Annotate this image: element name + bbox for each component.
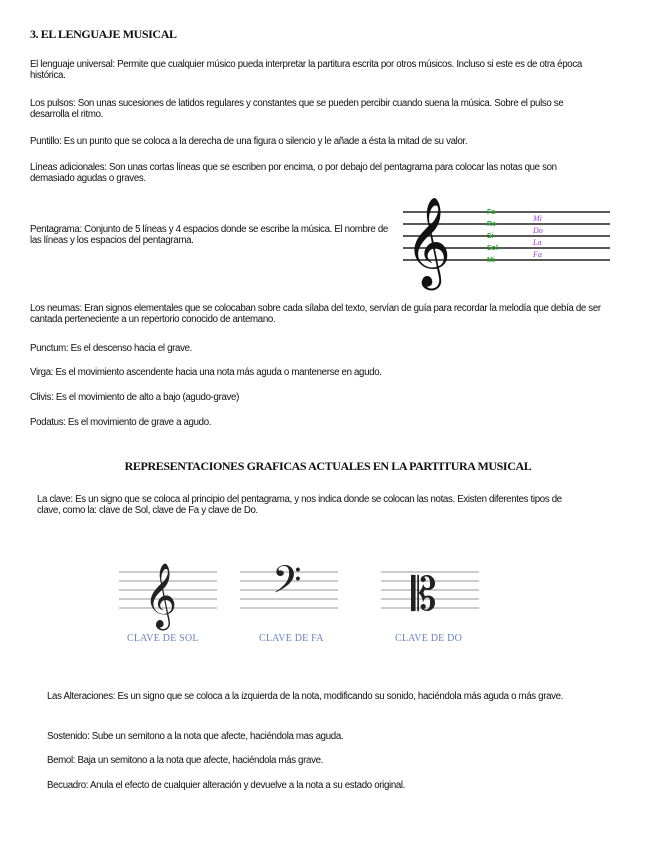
line-note: Sol [487, 245, 498, 252]
staff-figure [403, 190, 613, 287]
clef-do-label: CLAVE DE DO [395, 633, 463, 644]
clef-do-figure [381, 562, 481, 622]
alto-clef-icon: 𝄡 [411, 567, 437, 621]
paragraph-clivis: Clivis: Es el movimiento de alto a bajo (agudo-grave) [30, 392, 239, 403]
line-note: Fa [487, 209, 496, 216]
space-note: Mi [533, 214, 542, 223]
paragraph-pulsos: Los pulsos: Son unas sucesiones de latidos regulares y constantes que se pueden percibir cuando suena la música. Sobre el pulso se desarrolla el ritmo. [30, 98, 564, 120]
paragraph-neumas: Los neumas: Eran signos elementales que se colocaban sobre cada sílaba del texto, servían de guía para recordar la melodía que debía de ser cantada perteneciente a un repertorio conocido de antemano. [30, 303, 601, 325]
clef-fa-label: CLAVE DE FA [259, 633, 324, 644]
treble-clef-icon: 𝄞 [405, 197, 452, 287]
section-title: 3. EL LENGUAJE MUSICAL [30, 27, 177, 41]
paragraph-sostenido: Sostenido: Sube un semitono a la nota que afecte, haciéndola mas aguda. [47, 731, 344, 742]
paragraph-virga: Virga: Es el movimiento ascendente hacia una nota más aguda o mantenerse en agudo. [30, 367, 382, 378]
paragraph-lineas-adicionales: Líneas adicionales: Son unas cortas líneas que se escriben por encima, o por debajo del pentagrama para colocar las notas que son demasiado agudas o graves. [30, 162, 557, 184]
bass-clef-icon: 𝄢 [272, 557, 302, 611]
paragraph-becuadro: Becuadro: Anula el efecto de cualquier alteración y devuelve a la nota a su estado original. [47, 780, 406, 791]
space-note: Do [533, 226, 543, 235]
paragraph-clave: La clave: Es un signo que se coloca al principio del pentagrama, y nos indica donde se colocan las notas. Existen diferentes tipos de clave, como la: clave de Sol, clave de Fa y clave de Do. [37, 494, 562, 516]
line-note: Mi [487, 257, 495, 264]
paragraph-podatus: Podatus: Es el movimiento de grave a agudo. [30, 417, 212, 428]
treble-clef-icon: 𝄞 [144, 563, 178, 628]
clef-sol-label: CLAVE DE SOL [127, 633, 199, 644]
paragraph-puntillo: Puntillo: Es un punto que se coloca a la derecha de una figura o silencio y le añade a ésta la mitad de su valor. [30, 136, 468, 147]
line-note: Si [487, 233, 494, 240]
paragraph-bemol: Bemol: Baja un semitono a la nota que afecte, haciéndola más grave. [47, 755, 323, 766]
paragraph-pentagrama: Pentagrama: Conjunto de 5 líneas y 4 espacios donde se escribe la música. El nombre de las líneas y los espacios del pentagrama. [30, 224, 388, 246]
paragraph-lenguaje-universal: El lenguaje universal: Permite que cualquier músico pueda interpretar la partitura escrita por otros músicos. Incluso si este es de otra época histórica. [30, 59, 582, 81]
paragraph-alteraciones: Las Alteraciones: Es un signo que se coloca a la izquierda de la nota, modificando su sonido, haciéndola más aguda o más grave. [47, 691, 564, 702]
clef-sol-figure [119, 562, 219, 628]
clef-fa-figure [240, 557, 340, 622]
paragraph-punctum: Punctum: Es el descenso hacia el grave. [30, 343, 193, 354]
line-note: Re [487, 221, 496, 228]
space-note: Fa [533, 250, 542, 259]
space-note: La [533, 238, 542, 247]
section-subtitle: REPRESENTACIONES GRAFICAS ACTUALES EN LA PARTITURA MUSICAL [124, 459, 532, 473]
